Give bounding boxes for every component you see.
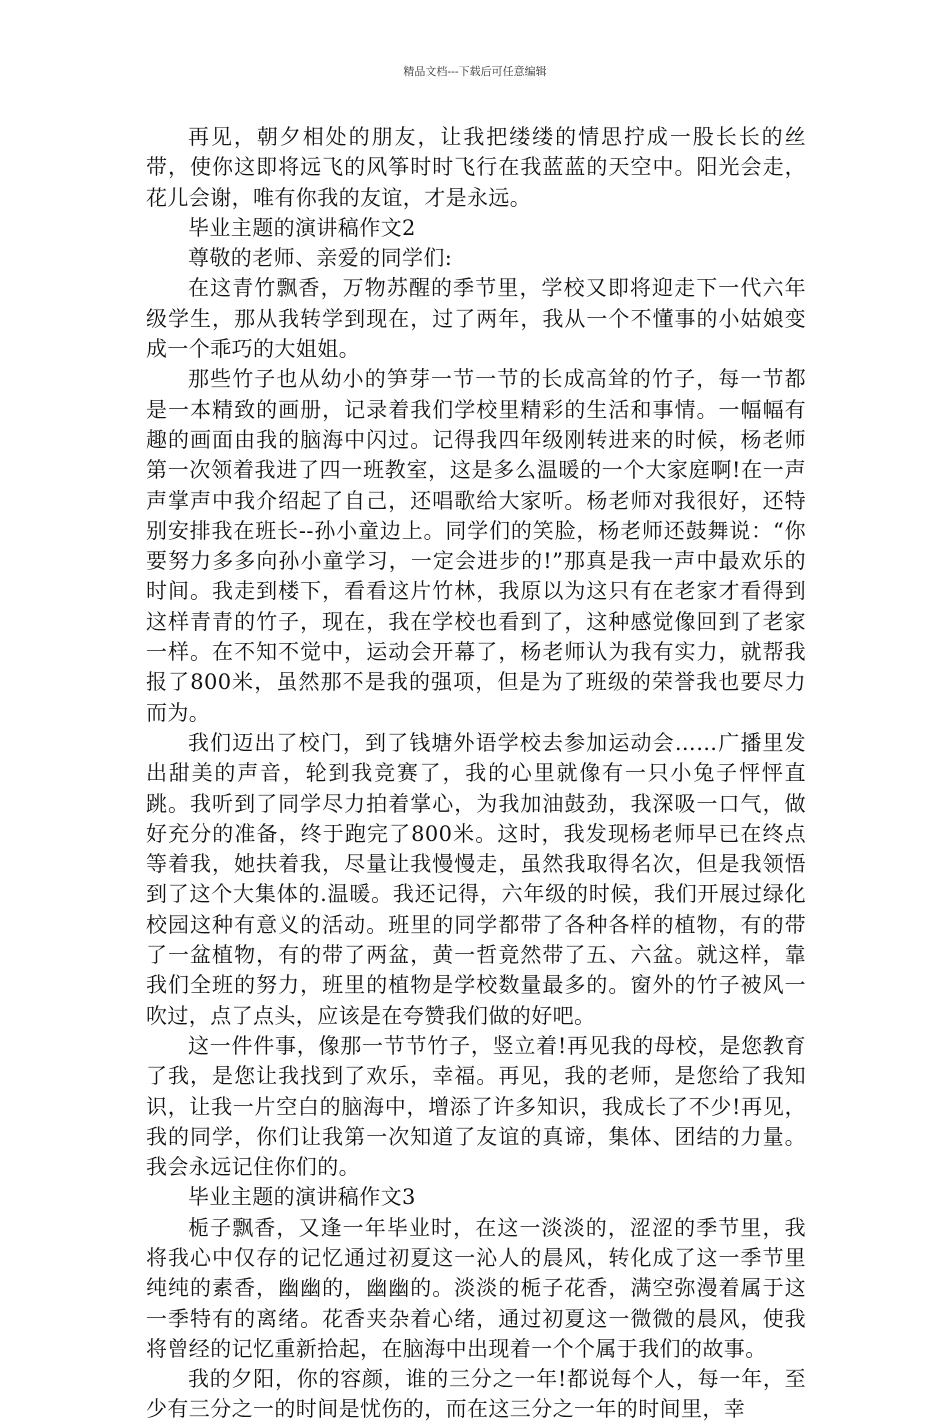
paragraph: 再见，朝夕相处的朋友，让我把缕缕的情思拧成一股长长的丝带，使你这即将远飞的风筝时时飞行在我蓝蓝的天空中。阳光会走，花儿会谢，唯有你我的友谊，才是永远。: [146, 125, 806, 210]
section-heading: 毕业主题的演讲稿作文3: [188, 1185, 416, 1210]
document-body: [146, 122, 806, 1425]
paragraph: 这一件件事，像那一节节竹子，竖立着!再见我的母校，是您教育了我，是您让我找到了欢乐，幸福。再见，我的老师，是您给了我知识，让我一片空白的脑海中，增添了许多知识，我成长了不少!再见，我的同学，你们让我第一次知道了友谊的真谛，集体、团结的力量。我会永远记住你们的。: [146, 1033, 806, 1180]
paragraph: 在这青竹飘香，万物苏醒的季节里，学校又即将迎走下一代六年级学生，那从我转学到现在，过了两年，我从一个不懂事的小姑娘变成一个乖巧的大姐姐。: [146, 276, 806, 362]
paragraph: 那些竹子也从幼小的笋芽一节一节的长成高耸的竹子，每一节都是一本精致的画册，记录着我们学校里精彩的生活和事情。一幅幅有趣的画面由我的脑海中闪过。记得我四年级刚转进来的时候，杨老师第一次领着我进了四一班教室，这是多么温暖的一个大家庭啊!在一声声掌声中我介绍起了自己，还唱歌给大家听。杨老师对我很好，还特别安排我在班长--孙小童边上。同学们的笑脸，杨老师还鼓舞说：“你要努力多多向孙小童学习，一定会进步的!”那真是我一声中最欢乐的时间。我走到楼下，看看这片竹林，我原以为这只有在老家才看得到这样青青的竹子，现在，我在学校也看到了，这种感觉像回到了老家一样。在不知不觉中，运动会开幕了，杨老师认为我有实力，就帮我报了800米，虽然那不是我的强项，但是为了班级的荣誉我也要尽力而为。: [146, 367, 806, 725]
salutation: 尊敬的老师、亲爱的同学们:: [188, 246, 453, 271]
paragraph: 我的夕阳，你的容颜，谁的三分之一年!都说每个人，每一年，至少有三分之一的时间是忧伤的，而在这三分之一年的时间里，幸: [146, 1367, 806, 1422]
section-heading: 毕业主题的演讲稿作文2: [188, 215, 416, 240]
paragraph: 我们迈出了校门，到了钱塘外语学校去参加运动会……广播里发出甜美的声音，轮到我竞赛了，我的心里就像有一只小兔子怦怦直跳。我听到了同学尽力拍着掌心，为我加油鼓劲，我深吸一口气，做好充分的准备，终于跑完了800米。这时，我发现杨老师早已在终点等着我，她扶着我，尽量让我慢慢走，虽然我取得名次，但是我领悟到了这个大集体的.温暖。我还记得，六年级的时候，我们开展过绿化校园这种有意义的活动。班里的同学都带了各种各样的植物，有的带了一盆植物，有的带了两盆，黄一哲竟然带了五、六盆。就这样，靠我们全班的努力，班里的植物是学校数量最多的。窗外的竹子被风一吹过，点了点头，应该是在夸赞我们做的好吧。: [146, 730, 806, 1028]
page-header: 精品文档---下载后可任意编辑: [403, 65, 547, 78]
paragraph: 栀子飘香，又逢一年毕业时，在这一淡淡的，涩涩的季节里，我将我心中仅存的记忆通过初夏这一沁人的晨风，转化成了这一季节里纯纯的素香，幽幽的，幽幽的。淡淡的栀子花香，满空弥漫着属于这一季特有的离绪。花香夹杂着心绪，通过初夏这一微微的晨风，使我将曾经的记忆重新拾起，在脑海中出现着一个个属于我们的故事。: [146, 1215, 806, 1361]
